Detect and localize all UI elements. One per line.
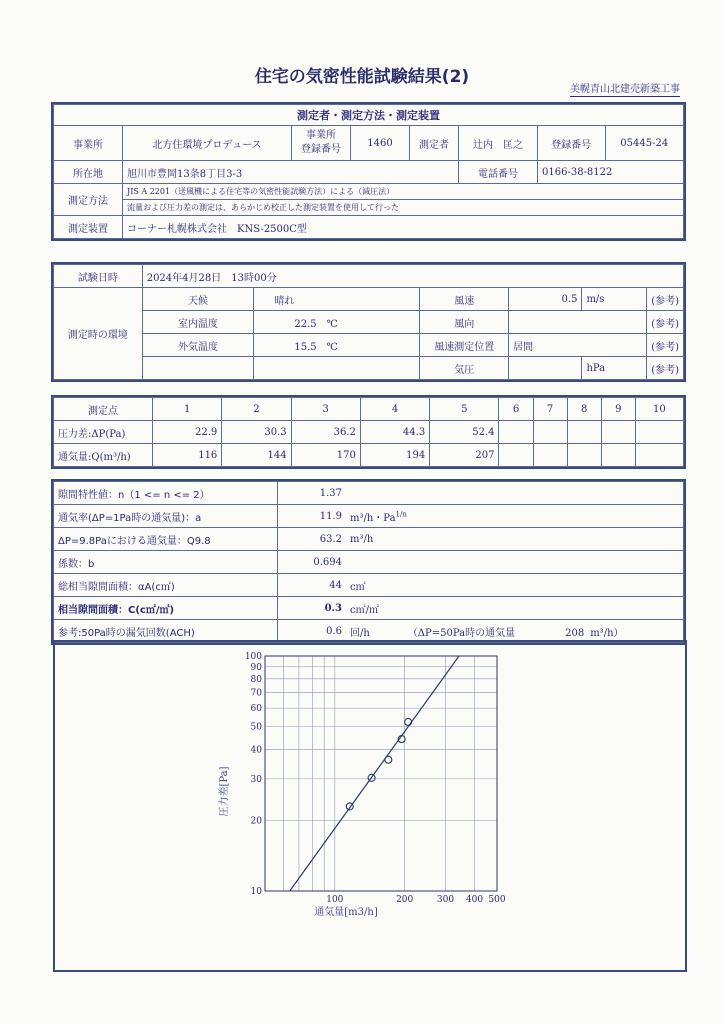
result-value: 1.37 [278, 482, 347, 505]
q-value: 116 [153, 444, 222, 467]
y-tick-label: 60 [250, 704, 262, 715]
y-tick-label: 80 [250, 674, 262, 685]
result-label: 相当隙間面積：C(c㎡/㎡) [54, 597, 278, 620]
dp-label: 圧力差:ΔP(Pa) [54, 421, 153, 444]
result-row [54, 551, 684, 574]
x-tick-label: 200 [396, 895, 414, 905]
dp-value: 52.4 [430, 421, 499, 444]
dp-value [533, 421, 567, 444]
reg-no-value: 05445-24 [620, 137, 669, 149]
x-tick-label: 300 [436, 895, 455, 905]
result-unit [346, 551, 684, 574]
env-label: 測定時の環境 [54, 288, 143, 380]
result-value: 44 [278, 574, 347, 597]
dp-value [499, 421, 533, 444]
environment-table [53, 264, 684, 380]
point-number: 5 [430, 398, 499, 421]
section-header: 測定者・測定方法・測定装置 [54, 105, 684, 126]
y-tick-label: 40 [250, 745, 262, 756]
result-label: 通気率(ΔP=1Pa時の通気量)：a [54, 505, 278, 528]
ref-4: (参考) [647, 357, 684, 380]
ref-1: (参考) [647, 288, 684, 311]
method-label: 測定方法 [54, 184, 123, 216]
phone-label: 電話番号 [459, 161, 538, 184]
result-unit [346, 574, 684, 597]
pressure-label: 気圧 [420, 357, 509, 380]
device-label: 測定装置 [54, 216, 123, 239]
point-number: 4 [360, 398, 429, 421]
result-unit [346, 528, 684, 551]
dp-value: 22.9 [153, 421, 222, 444]
office-value: 北方住環境プロデュース [123, 126, 292, 161]
y-tick-label: 10 [250, 887, 262, 897]
reg-no-label: 登録番号 [538, 126, 605, 160]
result-label: 隙間特性値：n（1 <= n <= 2） [54, 482, 278, 505]
result-label: 参考:50Pa時の漏気回数(ACH) [54, 620, 278, 643]
method-line-1: JIS A 2201（送風機による住宅等の気密性能試験方法）による（減圧法） [123, 184, 683, 200]
q-value [533, 444, 567, 467]
q-value [567, 444, 601, 467]
plot-frame [265, 656, 497, 891]
result-unit [346, 597, 684, 620]
point-number: 8 [567, 398, 601, 421]
dp-value: 44.3 [360, 421, 429, 444]
q-value [601, 444, 635, 467]
wind-pos-label: 風速測定位置 [420, 334, 509, 357]
point-number: 10 [635, 398, 683, 421]
point-number: 3 [291, 398, 360, 421]
dp-value: 30.3 [222, 421, 291, 444]
y-tick-label: 100 [244, 652, 262, 662]
result-unit-text: 回/h [350, 627, 370, 639]
result-row [54, 574, 684, 597]
result-value: 0.694 [278, 551, 347, 574]
x-tick-label: 100 [326, 895, 344, 905]
office-reg-value: 1460 [351, 126, 410, 161]
data-point [405, 718, 412, 725]
wind-speed-unit: m/s [582, 288, 647, 311]
fit-line [265, 642, 497, 925]
result-value: 0.3 [278, 597, 347, 620]
measurer-label: 測定者 [410, 126, 459, 161]
note-50pa-value: 208 [565, 627, 585, 639]
note-50pa: （ΔP=50Pa時の通気量 [407, 627, 516, 639]
wind-speed-label: 風速 [420, 288, 509, 311]
address-value: 旭川市豊岡13条8丁目3-3 [123, 161, 459, 184]
wind-speed-value: 0.5 [509, 288, 582, 311]
q-value: 170 [291, 444, 360, 467]
indoor-unit: ℃ [326, 318, 338, 330]
method-line-2: 流量および圧力差の測定は、あらかじめ校正した測定装置を使用して行った [127, 203, 399, 212]
point-label: 測定点 [54, 398, 153, 421]
unit-superscript: 1/n [395, 510, 407, 519]
data-point [385, 756, 392, 763]
y-axis-label: 圧力差[Pa] [219, 766, 230, 817]
indoor-label: 室内温度 [142, 311, 254, 334]
x-tick-label: 400 [465, 895, 484, 905]
pressure-flow-chart [55, 642, 685, 970]
result-unit-text: c㎡ [350, 581, 366, 593]
y-tick-label: 70 [250, 688, 262, 699]
result-label: ΔP=9.8Paにおける通気量：Q9.8 [54, 528, 278, 551]
x-tick-label: 500 [488, 895, 506, 905]
outdoor-label: 外気温度 [142, 334, 254, 357]
q-value [499, 444, 533, 467]
result-row [54, 482, 684, 505]
chart-area [53, 640, 687, 972]
measurement-points-table [53, 397, 684, 467]
indoor-value: 22.5 [294, 318, 317, 330]
address-label: 所在地 [54, 161, 123, 184]
result-unit-text: m³/h [350, 533, 374, 545]
x-axis-label: 通気量[m3/h] [314, 907, 378, 918]
y-tick-label: 50 [250, 722, 262, 733]
office-label: 事業所 [54, 126, 123, 161]
y-tick-label: 90 [250, 662, 262, 673]
result-unit [346, 505, 684, 528]
outdoor-unit: ℃ [326, 341, 338, 353]
device-value: コーナー札幌株式会社 KNS-2500C型 [123, 216, 684, 239]
point-number: 6 [499, 398, 533, 421]
results-table [53, 481, 684, 643]
result-value: 63.2 [278, 528, 347, 551]
wind-pos-value: 居間 [509, 334, 647, 357]
dp-value [601, 421, 635, 444]
weather-value: 晴れ [254, 288, 420, 311]
q-value: 207 [430, 444, 499, 467]
q-label: 通気量:Q(m³/h) [54, 444, 153, 467]
result-value: 0.6 [278, 620, 347, 643]
outdoor-value: 15.5 [294, 341, 317, 353]
y-tick-label: 20 [250, 816, 262, 827]
result-unit-text: c㎡/㎡ [350, 604, 379, 616]
office-reg-label: 事業所 登録番号 [292, 126, 351, 161]
y-tick-label: 30 [250, 774, 262, 785]
measurer-value: 辻内 匡之 [459, 126, 538, 161]
ref-2: (参考) [647, 311, 684, 334]
q-value: 144 [222, 444, 291, 467]
result-label: 係数：b [54, 551, 278, 574]
result-unit-text: m³/h・Pa [350, 512, 396, 524]
weather-label: 天候 [142, 288, 254, 311]
phone-value: 0166-38-8122 [538, 161, 684, 184]
result-unit [346, 482, 684, 505]
result-value: 11.9 [278, 505, 347, 528]
dp-value: 36.2 [291, 421, 360, 444]
wind-dir-label: 風向 [420, 311, 509, 334]
point-number: 2 [222, 398, 291, 421]
result-label: 総相当隙間面積：αA(c㎡) [54, 574, 278, 597]
q-value [635, 444, 683, 467]
date-value: 2024年4月28日 13時00分 [142, 265, 683, 288]
dp-value [567, 421, 601, 444]
project-name: 美幌青山北建売新築工事 [570, 84, 680, 95]
measurer-table [53, 104, 684, 239]
date-label: 試験日時 [54, 265, 143, 288]
ref-3: (参考) [647, 334, 684, 357]
result-row [54, 597, 684, 620]
note-50pa-unit: m³/h） [590, 627, 624, 639]
pressure-unit: hPa [582, 357, 647, 380]
result-row [54, 528, 684, 551]
point-number: 9 [601, 398, 635, 421]
data-point [346, 803, 353, 810]
point-number: 7 [533, 398, 567, 421]
result-row [54, 505, 684, 528]
point-number: 1 [153, 398, 222, 421]
q-value: 194 [360, 444, 429, 467]
page-title: 住宅の気密性能試験結果(2) [254, 67, 470, 87]
dp-value [635, 421, 683, 444]
